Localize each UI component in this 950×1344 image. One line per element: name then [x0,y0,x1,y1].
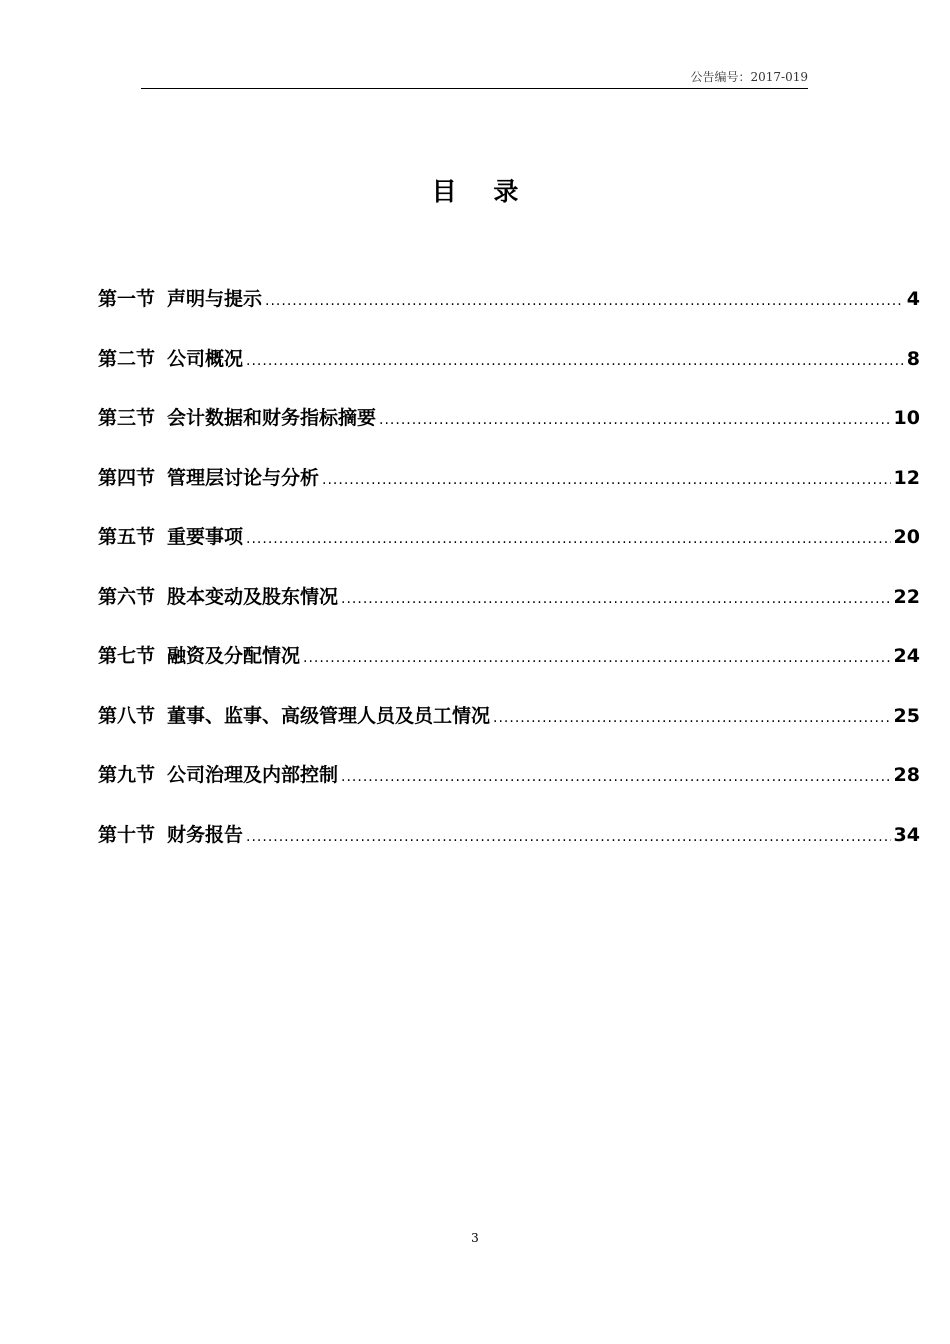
toc-section-number: 第十节 [98,823,156,846]
table-of-contents [98,284,920,879]
toc-section-title: 融资及分配情况 [167,645,301,667]
toc-page-number: 4 [906,288,920,310]
toc-dot-leader [246,829,891,845]
toc-section-title: 会计数据和财务指标摘要 [167,407,377,429]
toc-dot-leader [322,472,891,488]
toc-section-number: 第三节 [98,407,156,429]
toc-section-number: 第六节 [98,585,156,608]
toc-page-number: 20 [893,526,920,548]
toc-entry[interactable] [98,284,920,344]
toc-dot-leader [265,293,904,309]
toc-section-number: 第二节 [98,347,156,370]
toc-section-title: 公司概况 [167,347,244,370]
toc-page-number: 28 [893,764,920,786]
toc-section-title: 管理层讨论与分析 [167,466,320,489]
toc-page-number: 25 [893,704,920,727]
toc-section-number: 第一节 [98,288,156,310]
toc-dot-leader [246,531,891,547]
toc-dot-leader [341,769,891,785]
page-header [141,64,808,89]
footer-page-number: 3 [471,1231,479,1245]
toc-page-number: 22 [893,585,920,608]
toc-page-number: 12 [893,466,920,489]
notice-number: 公告编号：2017-019 [690,70,808,84]
toc-entry[interactable] [98,522,920,582]
toc-page-number: 10 [893,407,920,429]
toc-entry[interactable] [98,403,920,463]
toc-entry[interactable] [98,701,920,761]
toc-page-number: 34 [893,823,920,846]
toc-dot-leader [303,650,891,666]
toc-dot-leader [246,353,904,369]
toc-dot-leader [341,591,891,607]
toc-page-number: 24 [893,645,920,667]
toc-page-number: 8 [906,347,920,370]
toc-dot-leader [379,412,891,428]
toc-section-number: 第四节 [98,466,156,489]
toc-entry[interactable] [98,641,920,701]
toc-section-number: 第五节 [98,526,156,548]
toc-section-number: 第七节 [98,645,156,667]
toc-entry[interactable] [98,463,920,523]
toc-dot-leader [493,710,891,726]
toc-section-title: 公司治理及内部控制 [167,764,339,786]
toc-section-title: 声明与提示 [167,288,263,310]
toc-section-number: 第八节 [98,704,156,727]
toc-entry[interactable] [98,820,920,880]
toc-entry[interactable] [98,344,920,404]
toc-section-title: 重要事项 [167,526,244,548]
toc-section-title: 财务报告 [167,823,244,846]
toc-entry[interactable] [98,760,920,820]
page-title: 目 录 [431,177,533,206]
toc-section-title: 董事、监事、高级管理人员及员工情况 [167,704,491,727]
toc-entry[interactable] [98,582,920,642]
toc-section-number: 第九节 [98,764,156,786]
toc-section-title: 股本变动及股东情况 [167,585,339,608]
